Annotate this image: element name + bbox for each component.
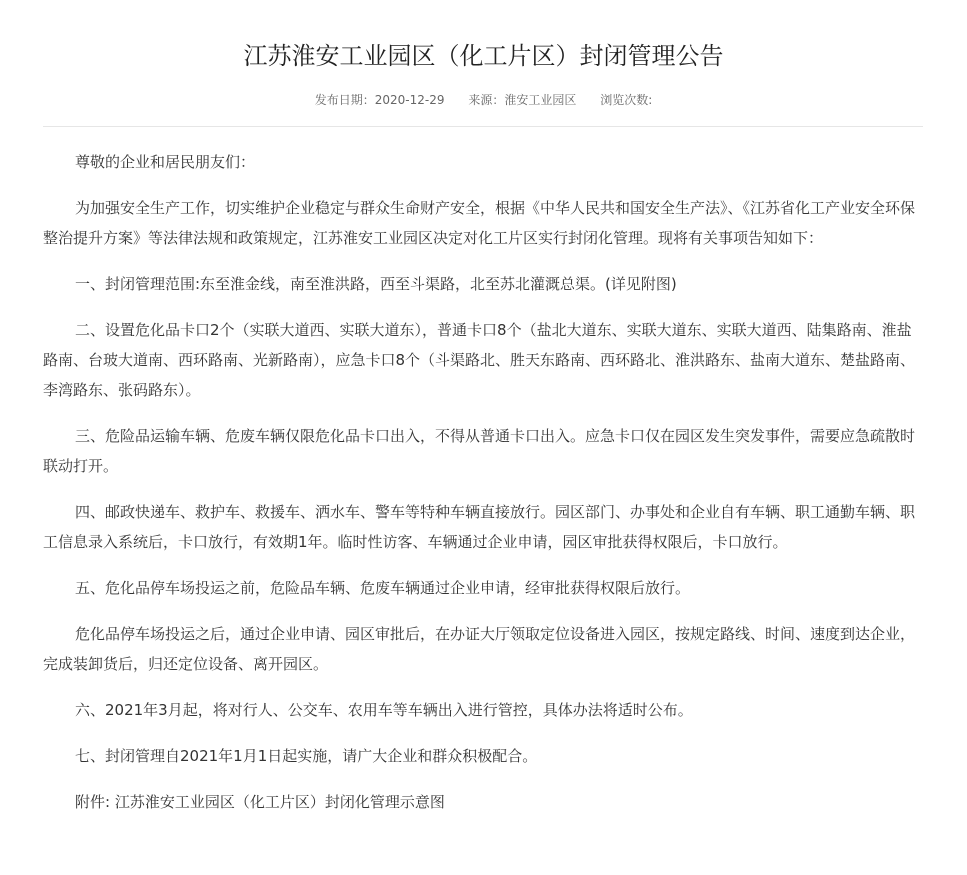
attachment-paragraph: 附件: 江苏淮安工业园区（化工片区）封闭化管理示意图: [75, 793, 445, 811]
item-7-paragraph: 七、封闭管理自2021年1月1日起实施，请广大企业和群众积极配合。: [75, 747, 538, 765]
article-meta: [0, 91, 967, 109]
article-body: [43, 147, 925, 833]
title-divider: [43, 126, 923, 127]
greeting-paragraph: 尊敬的企业和居民朋友们：: [75, 153, 256, 171]
item-1-paragraph: 一、封闭管理范围:东至淮金线，南至淮洪路，西至斗渠路，北至苏北灌溉总渠。(详见附图): [75, 275, 677, 293]
publish-date: [315, 93, 445, 107]
source-label: 来源：: [468, 93, 505, 107]
item-2-paragraph: 二、设置危化品卡口2个（实联大道西、实联大道东），普通卡口8个（盐北大道东、实联大道东、实联大道西、陆集路南、淮盐路南、台玻大道南、西环路南、光新路南），应急卡口8个（斗渠路北、胜天东路南、西环路北、淮洪路东、盐南大道东、楚盐路南、李湾路东、张码路东）。: [43, 321, 916, 399]
item-3-paragraph: 三、危险品运输车辆、危废车辆仅限危化品卡口出入，不得从普通卡口出入。应急卡口仅在园区发生突发事件，需要应急疏散时联动打开。: [43, 427, 916, 475]
view-count: [600, 93, 652, 107]
view-count-label: 浏览次数:: [600, 93, 653, 107]
article-source: [468, 93, 576, 107]
intro-paragraph: 为加强安全生产工作，切实维护企业稳定与群众生命财产安全，根据《中华人民共和国安全生产法》、《江苏省化工产业安全环保整治提升方案》等法律法规和政策规定，江苏淮安工业园区决定对化工片区实行封闭化管理。现将有关事项告知如下：: [43, 199, 916, 247]
source-value: 淮安工业园区: [504, 93, 577, 107]
page-title: 江苏淮安工业园区（化工片区）封闭管理公告: [243, 42, 724, 70]
item-4-paragraph: 四、邮政快递车、救护车、救援车、洒水车、警车等特种车辆直接放行。园区部门、办事处和企业自有车辆、职工通勤车辆、职工信息录入系统后，卡口放行，有效期1年。临时性访客、车辆通过企业申请，园区审批获得权限后，卡口放行。: [43, 503, 916, 551]
publish-date-label: 发布日期：: [314, 93, 375, 107]
publish-date-value: 2020-12-29: [374, 93, 445, 107]
item-5-paragraph: 五、危化品停车场投运之前，危险品车辆、危废车辆通过企业申请，经审批获得权限后放行。: [75, 579, 691, 597]
item-5-continued-paragraph: 危化品停车场投运之后，通过企业申请、园区审批后，在办证大厅领取定位设备进入园区，按规定路线、时间、速度到达企业，完成装卸货后，归还定位设备、离开园区。: [43, 625, 916, 673]
item-6-paragraph: 六、2021年3月起，将对行人、公交车、农用车等车辆出入进行管控，具体办法将适时公布。: [75, 701, 693, 719]
